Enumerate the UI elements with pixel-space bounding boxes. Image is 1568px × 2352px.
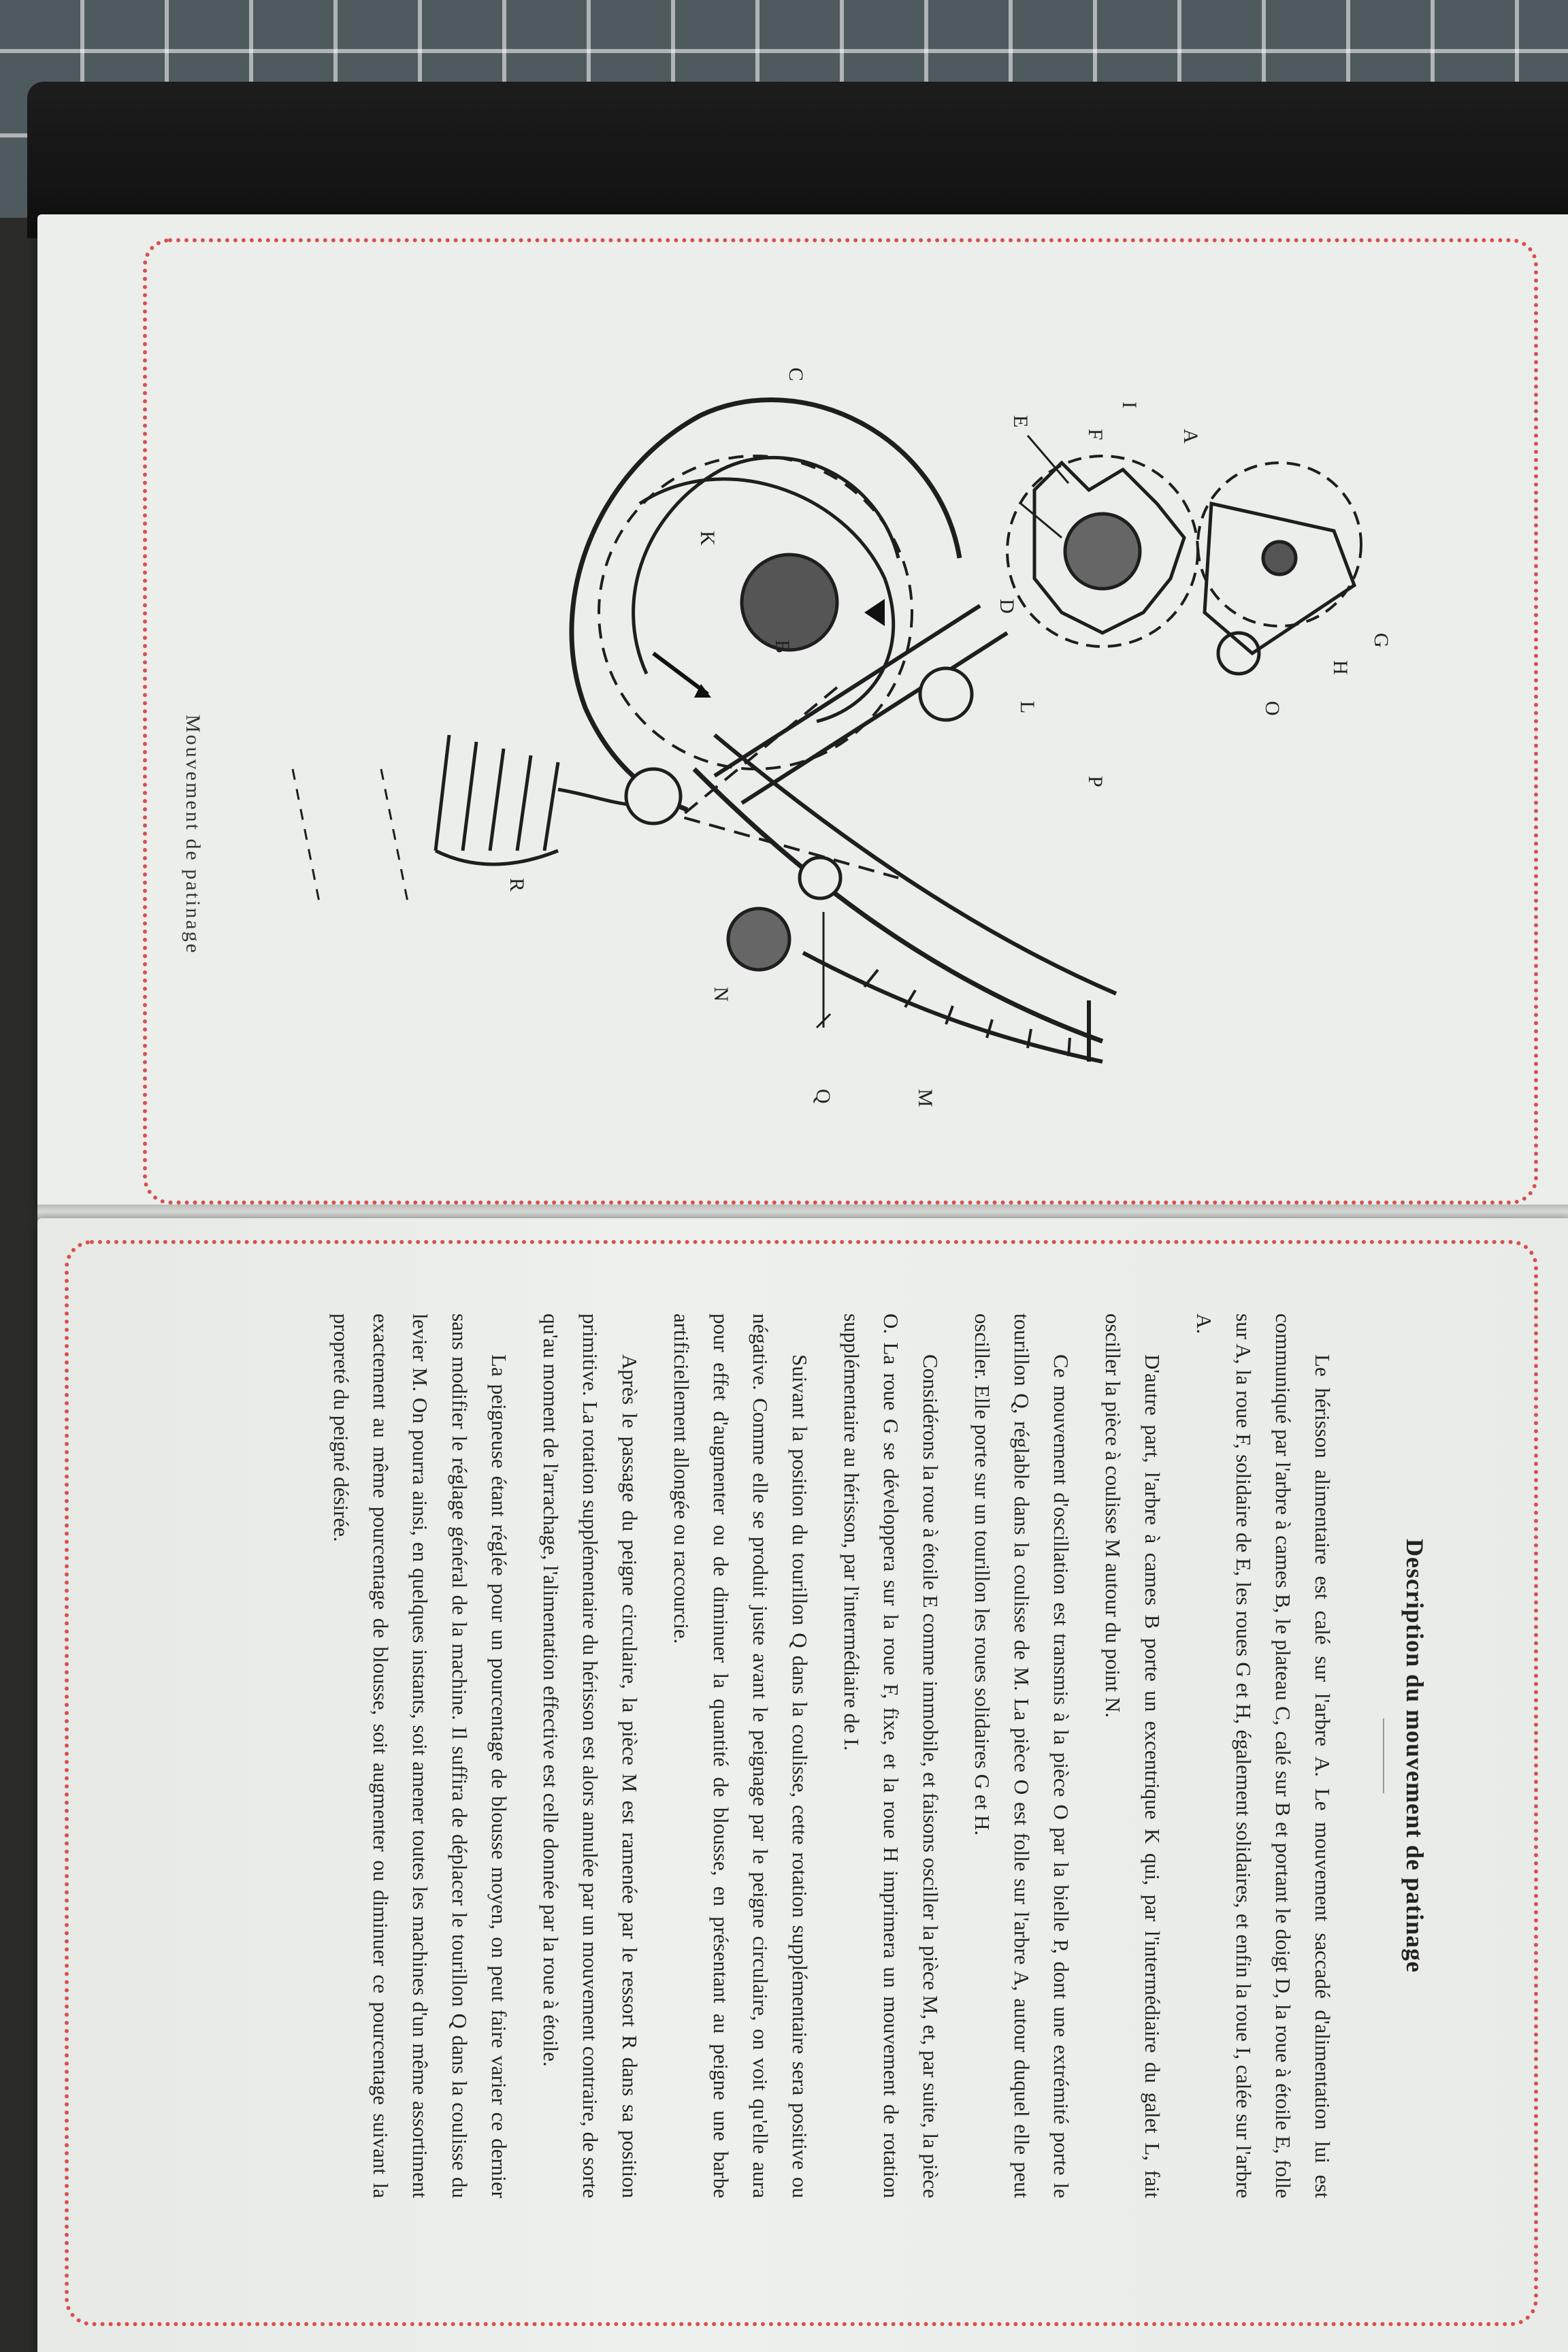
paragraph: Considérons la roue à étoile E comme immobile, et faisons osciller la pièce M, et, par suite, la pièce O. La roue G se développera sur la roue F, fixe, et la roue H imprimera un mouvement de rotation supplémentaire au hérisson, par l'intermédiaire de I. bbox=[840, 1313, 943, 2198]
diagram-label-N: N bbox=[710, 987, 732, 1002]
paragraph: D'autre part, l'arbre à cames B porte un excentrique K qui, par l'intermédiaire du galet L, fait osciller la pièce à coulisse M autour du point N. bbox=[1101, 1313, 1164, 2198]
diagram-label-I: I bbox=[1118, 402, 1141, 408]
diagram-label-B: B bbox=[771, 640, 794, 654]
paragraph: Ce mouvement d'oscillation est transmis à la pièce O par la bielle P, dont une extrémité porte le tourillon Q, réglable dans la coulisse de M. La pièce O est folle sur l'arbre A, autour duquel elle peut osciller. Elle porte sur un tourillon les roues solidaires G et H. bbox=[970, 1313, 1073, 2198]
diagram-label-F: F bbox=[1084, 429, 1107, 440]
diagram-label-G: G bbox=[1370, 633, 1392, 648]
diagram-label-R: R bbox=[506, 878, 528, 892]
paragraph: Suivant la position du tourillon Q dans la coulisse, cette rotation supplémentaire sera positive ou négative. Comme elle se produit juste avant le peignage par le peigne circulaire, on voit qu'elle aura pour effet d'augmenter ou de diminuer la quantité de blousse, en présentant au peigne une barbe artificiellement allongée ou raccourcie. bbox=[670, 1313, 812, 2198]
diagram-label-M: M bbox=[914, 1089, 936, 1107]
diagram-label-D: D bbox=[996, 599, 1018, 614]
paragraph: Après le passage du peigne circulaire, la pièce M est ramenée par le ressort R dans sa position primitive. La rotation supplémentaire du hérisson est alors annulée par un mouvement contraire, de sorte qu'au moment de l'arrachage, l'alimentation effective est celle donnée par la roue à étoile. bbox=[539, 1313, 642, 2198]
paragraph: Le hérisson alimentaire est calé sur l'arbre A. Le mouvement saccadé d'alimentation lui est communiqué par l'arbre à cames B, le plateau C, calé sur B et portant le doigt D, la roue à étoile E, folle sur A, la roue F, solidaire de E, les roues G et H, également solidaires, et enfin la roue I, calée sur l'arbre A. bbox=[1192, 1313, 1335, 2198]
diagram-label-E: E bbox=[1009, 415, 1032, 428]
page-title: Description du mouvement de patinage bbox=[1401, 1539, 1428, 1973]
diagram-label-P: P bbox=[1084, 776, 1107, 787]
title-divider bbox=[1383, 1718, 1384, 1793]
diagram-label-L: L bbox=[1016, 701, 1039, 714]
diagram-label-Q: Q bbox=[812, 1089, 834, 1104]
text-block bbox=[309, 1313, 1429, 2198]
paragraph: La peigneuse étant réglée pour un pourcentage de blousse moyen, on peut faire varier ce dernier sans modifier le réglage général de la machine. Il suffira de déplacer le tourillon Q dans la coulisse du levier M. On pourra ainsi, en quelques instants, soit amener toutes les machines d'un même assortiment exactement au même pourcentage de blousse, soit augmenter ou diminuer ce pourcentage suivant la propreté du peigné désirée. bbox=[329, 1313, 511, 2198]
diagram-label-K: K bbox=[696, 531, 719, 546]
diagram-label-A: A bbox=[1179, 429, 1202, 444]
figure-caption: Mouvement de patinage bbox=[182, 715, 204, 955]
diagram-label-C: C bbox=[785, 368, 807, 382]
diagram-label-H: H bbox=[1329, 660, 1352, 675]
diagram-label-O: O bbox=[1261, 701, 1284, 716]
